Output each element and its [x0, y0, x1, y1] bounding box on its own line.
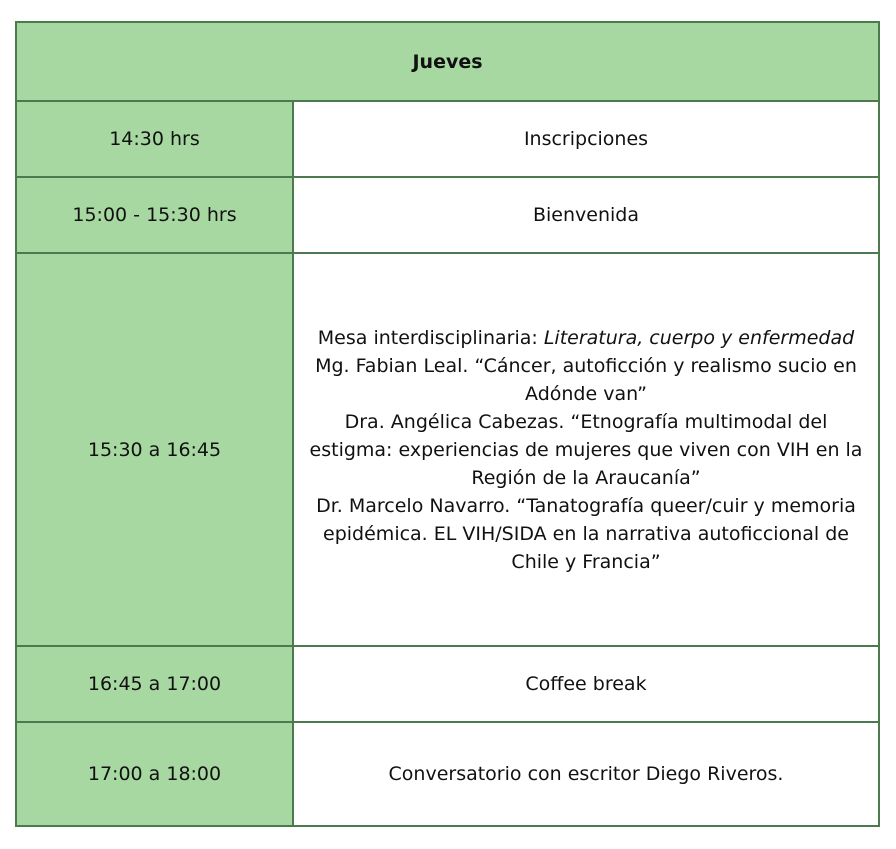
table-row	[16, 646, 879, 722]
event-cell	[293, 253, 879, 646]
panel-intro: Mesa interdisciplinaria:	[317, 326, 544, 349]
table-row	[16, 177, 879, 253]
talk-item: Dr. Marcelo Navarro. “Tanatografía queer/cuir y memoria epidémica. EL VIH/SIDA en la narrativa autoficcional de Chile y Francia”	[316, 494, 856, 573]
time-cell: 15:30 a 16:45	[16, 253, 293, 646]
event-cell: Inscripciones	[293, 101, 879, 177]
time-cell: 17:00 a 18:00	[16, 722, 293, 826]
table-row	[16, 722, 879, 826]
event-cell: Bienvenida	[293, 177, 879, 253]
day-header: Jueves	[16, 22, 879, 101]
schedule-table	[15, 21, 880, 827]
event-cell: Conversatorio con escritor Diego Riveros.	[293, 722, 879, 826]
panel-title	[308, 324, 864, 352]
table-header-row	[16, 22, 879, 101]
time-cell: 15:00 - 15:30 hrs	[16, 177, 293, 253]
talk-item: Mg. Fabian Leal. “Cáncer, autoficción y realismo sucio en Adónde van”	[315, 354, 857, 405]
talk-item: Dra. Angélica Cabezas. “Etnografía multimodal del estigma: experiencias de mujeres que viven con VIH en la Región de la Araucanía”	[309, 410, 863, 489]
table-row	[16, 253, 879, 646]
table-row	[16, 101, 879, 177]
time-cell: 14:30 hrs	[16, 101, 293, 177]
panel-topic: Literatura, cuerpo y enfermedad	[543, 326, 855, 349]
time-cell: 16:45 a 17:00	[16, 646, 293, 722]
event-cell: Coffee break	[293, 646, 879, 722]
